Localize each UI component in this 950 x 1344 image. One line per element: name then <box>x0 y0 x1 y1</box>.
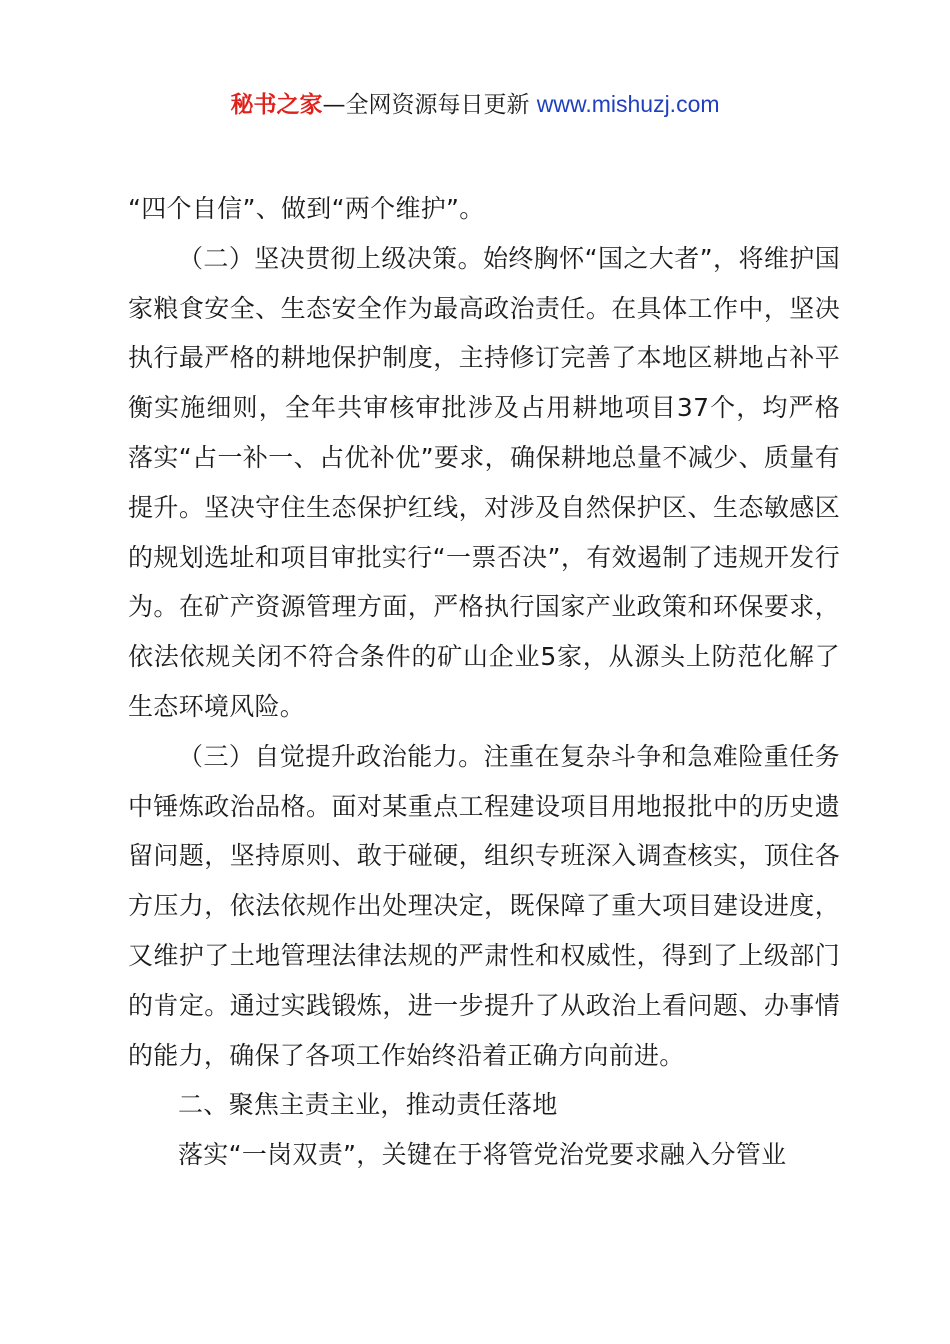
header-tagline: —全网资源每日更新 <box>322 92 537 118</box>
brand-name: 秘书之家 <box>230 92 323 118</box>
paragraph-continuation: “四个自信”、做到“两个维护”。 <box>128 194 485 223</box>
paragraph-section-3: （三）自觉提升政治能力。注重在复杂斗争和急难险重任务中锤炼政治品格。面对某重点工程建设项目用地报批中的历史遗留问题，坚持原则、敢于碰硬，组织专班深入调查核实，顶住各方压力，依法依规作出处理决定，既保障了重大项目建设进度，又维护了土地管理法律法规的严肃性和权威性，得到了上级部门的肯定。通过实践锻炼，进一步提升了从政治上看问题、办事情的能力，确保了各项工作始终沿着正确方向前进。 <box>128 741 840 1070</box>
page-header <box>0 88 950 121</box>
document-body <box>128 184 840 1180</box>
site-url-link[interactable]: www.mishuzj.com <box>536 91 720 117</box>
paragraph-intro: 落实“一岗双责”，关键在于将管党治党要求融入分管业 <box>178 1140 787 1170</box>
section-heading: 二、聚焦主责主业，推动责任落地 <box>178 1090 558 1120</box>
paragraph-section-2: （二）坚决贯彻上级决策。始终胸怀“国之大者”，将维护国家粮食安全、生态安全作为最高政治责任。在具体工作中，坚决执行最严格的耕地保护制度，主持修订完善了本地区耕地占补平衡实施细则，全年共审核审批涉及占用耕地项目37个，均严格落实“占一补一、占优补优”要求，确保耕地总量不减少、质量有提升。坚决守住生态保护红线，对涉及自然保护区、生态敏感区的规划选址和项目审批实行“一票否决”，有效遏制了违规开发行为。在矿产资源管理方面，严格执行国家产业政策和环保要求，依法依规关闭不符合条件的矿山企业5家，从源头上防范化解了生态环境风险。 <box>128 243 840 721</box>
